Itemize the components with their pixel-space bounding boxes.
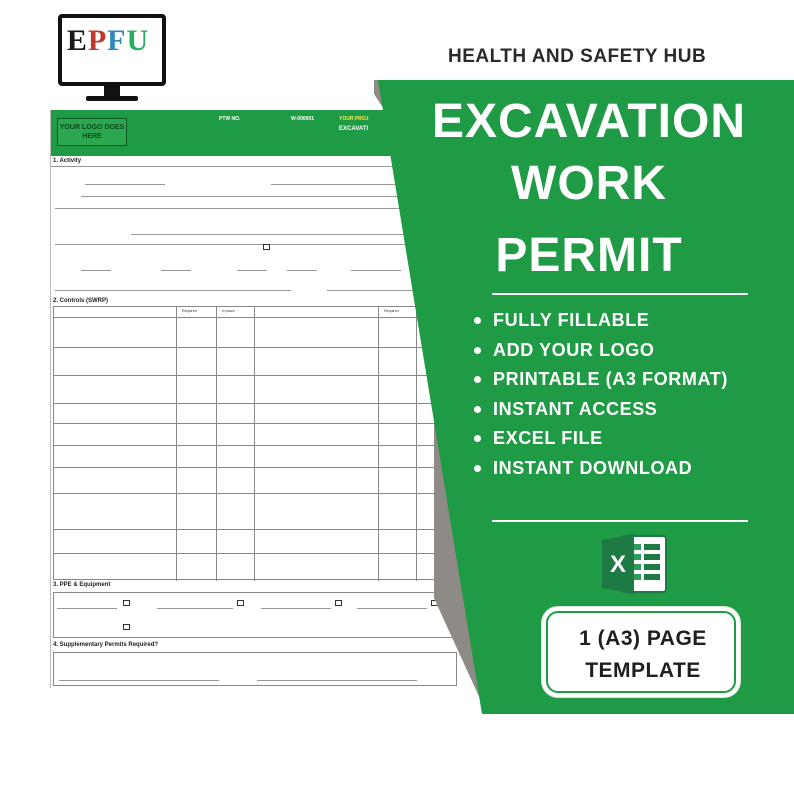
banner-title-line-3: PERMIT [495,229,683,282]
banner-title-line-2: WORK [511,157,667,210]
brand-logo [58,14,166,102]
project-label: YOUR PROJ [339,116,369,122]
ptw-number: W-000001 [291,116,314,122]
section-supplementary: 4. Supplementary Permits Required? [53,642,159,648]
logo-placeholder: YOUR LOGO DOES HERE [57,118,127,146]
bullet-icon [474,376,481,383]
bullet-icon [474,465,481,472]
banner-title-line-1: EXCAVATION [431,95,746,148]
section-activity: 1. Activity [53,158,82,164]
controls-grid: Required In place Required [53,306,457,580]
permit-short-title: EXCAVATI [339,126,369,132]
divider-top [492,293,748,295]
svg-text:X: X [609,551,627,578]
divider-bottom [492,520,748,522]
hub-title: HEALTH AND SAFETY HUB [448,46,707,67]
logo-mark: EPFU [66,24,150,57]
ptw-label: PTW NO. [219,116,241,122]
page-template-badge [546,611,736,693]
feature-item: PRINTABLE (A3 FORMAT) [474,365,728,395]
badge-line-2: TEMPLATE [585,659,701,682]
feature-item: INSTANT ACCESS [474,395,728,425]
feature-item: INSTANT DOWNLOAD [474,454,728,484]
bullet-icon [474,435,481,442]
feature-item: FULLY FILLABLE [474,306,728,336]
badge-line-1: 1 (A3) PAGE [579,627,707,650]
section-ppe: 3. PPE & Equipment [53,582,111,588]
bullet-icon [474,406,481,413]
bullet-icon [474,317,481,324]
feature-item: EXCEL FILE [474,424,728,454]
section-controls: 2. Controls (SWRP) [53,298,108,304]
feature-list [474,306,728,483]
feature-item: ADD YOUR LOGO [474,336,728,366]
excel-icon [600,532,668,596]
bullet-icon [474,347,481,354]
